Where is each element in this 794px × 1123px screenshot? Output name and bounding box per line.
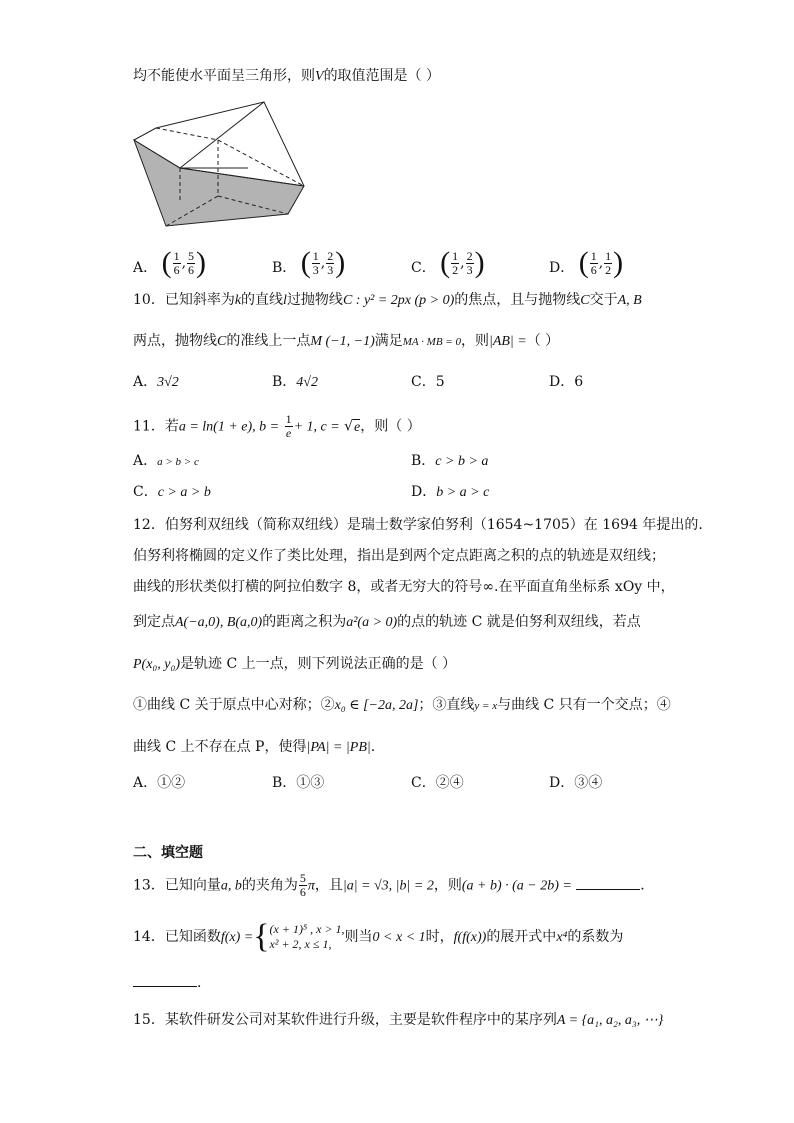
q13-answer-blank[interactable] xyxy=(576,875,640,890)
q12-line4: 到定点A(−a,0), B(a,0)的距离之积为a²(a > 0)的点的轨迹 C 就是伯努利双纽线，若点 xyxy=(133,614,641,630)
q14-answer-line: . xyxy=(133,972,201,993)
q15-stem: 15．某软件研发公司对某软件进行升级，主要是软件程序中的某序列A = {a₁, a₂, a₃, ⋯} xyxy=(133,1012,664,1028)
water-region xyxy=(134,140,304,226)
q9-option-d[interactable]: D． ( $\frac{1}{6}$ , $\frac{1}{2}$ ) xyxy=(549,246,624,279)
q10-option-c[interactable]: C．5 xyxy=(411,374,445,390)
q12-line7: 曲线 C 上不存在点 P，使得|PA| = |PB|. xyxy=(133,739,376,755)
q12-line2: 伯努利将椭圆的定义作了类比处理，指出是到两个定点距离之积的点的轨迹是双纽线； xyxy=(133,548,665,564)
q11-option-d[interactable]: D．b > a > c xyxy=(411,484,490,500)
q12-option-a[interactable]: A．①② xyxy=(133,775,186,791)
q12-option-c[interactable]: C．②④ xyxy=(411,775,464,791)
q9-stem: 均不能使水平面呈三角形，则V的取值范围是（ ） xyxy=(133,68,441,84)
q10-line1: 10．已知斜率为k的直线l过抛物线C : y² = 2px (p > 0)的焦点，且与抛物线C交于A, B xyxy=(133,292,642,308)
q10-option-d[interactable]: D．6 xyxy=(549,374,584,390)
prism-hidden-edge-1 xyxy=(156,128,218,140)
q10-option-b[interactable]: B．4√2 xyxy=(272,374,318,390)
q14-answer-blank[interactable] xyxy=(133,972,197,987)
q12-option-d[interactable]: D．③④ xyxy=(549,775,603,791)
q11-option-b[interactable]: B．c > b > a xyxy=(411,453,489,469)
q9-option-a[interactable]: A． ( $\frac{1}{6}$ , $\frac{5}{6}$ ) xyxy=(133,246,207,279)
q14-stem: 14．已知函数f(x) ={ (x + 1)⁵ , x > 1, x² + 2, x ≤ 1, 则当0 < x < 1时，f(f(x))的展开式中x⁴的系数为 xyxy=(133,918,624,955)
q12-option-b[interactable]: B．①③ xyxy=(272,775,325,791)
q12-line5: P(x₀, y₀)是轨迹 C 上一点，则下列说法正确的是（ ） xyxy=(133,656,457,672)
q13-stem: 13．已知向量a, b的夹角为 $\frac{5}{6}$ π，且|a| = √3, |b| = 2，则(a + b) · (a − 2b) = . xyxy=(133,871,645,899)
section-heading-fill-in: 二、填空题 xyxy=(133,845,203,861)
q10-option-a[interactable]: A．3√2 xyxy=(133,374,179,390)
prism-figure xyxy=(128,98,312,234)
q12-line6: ①曲线 C 关于原点中心对称；②x₀ ∈ [−2a, 2a]；③直线y = x与曲线 C 只有一个交点；④ xyxy=(133,697,671,713)
q9-option-c[interactable]: C． ( $\frac{1}{2}$ , $\frac{2}{3}$ ) xyxy=(411,246,485,279)
q12-line3: 曲线的形状类似打横的阿拉伯数字 8，或者无穷大的符号∞.在平面直角坐标系 xOy 中， xyxy=(133,579,675,595)
q12-line1: 12．伯努利双纽线（简称双纽线）是瑞士数学家伯努利（1654~1705）在 1694 年提出的. xyxy=(133,517,703,533)
q10-line2: 两点，抛物线C的准线上一点M (−1, −1)满足MA · MB = 0，则|AB| =（ ） xyxy=(133,333,560,349)
q11-option-c[interactable]: C．c > a > b xyxy=(133,484,211,500)
q11-stem: 11．若a = ln(1 + e), b = $\frac{1}{e}$ + 1, c = √e，则（ ） xyxy=(133,412,421,440)
q9-option-b[interactable]: B． ( $\frac{1}{3}$ , $\frac{2}{3}$ ) xyxy=(272,246,346,279)
q11-option-a[interactable]: A．a > b > c xyxy=(133,453,199,469)
